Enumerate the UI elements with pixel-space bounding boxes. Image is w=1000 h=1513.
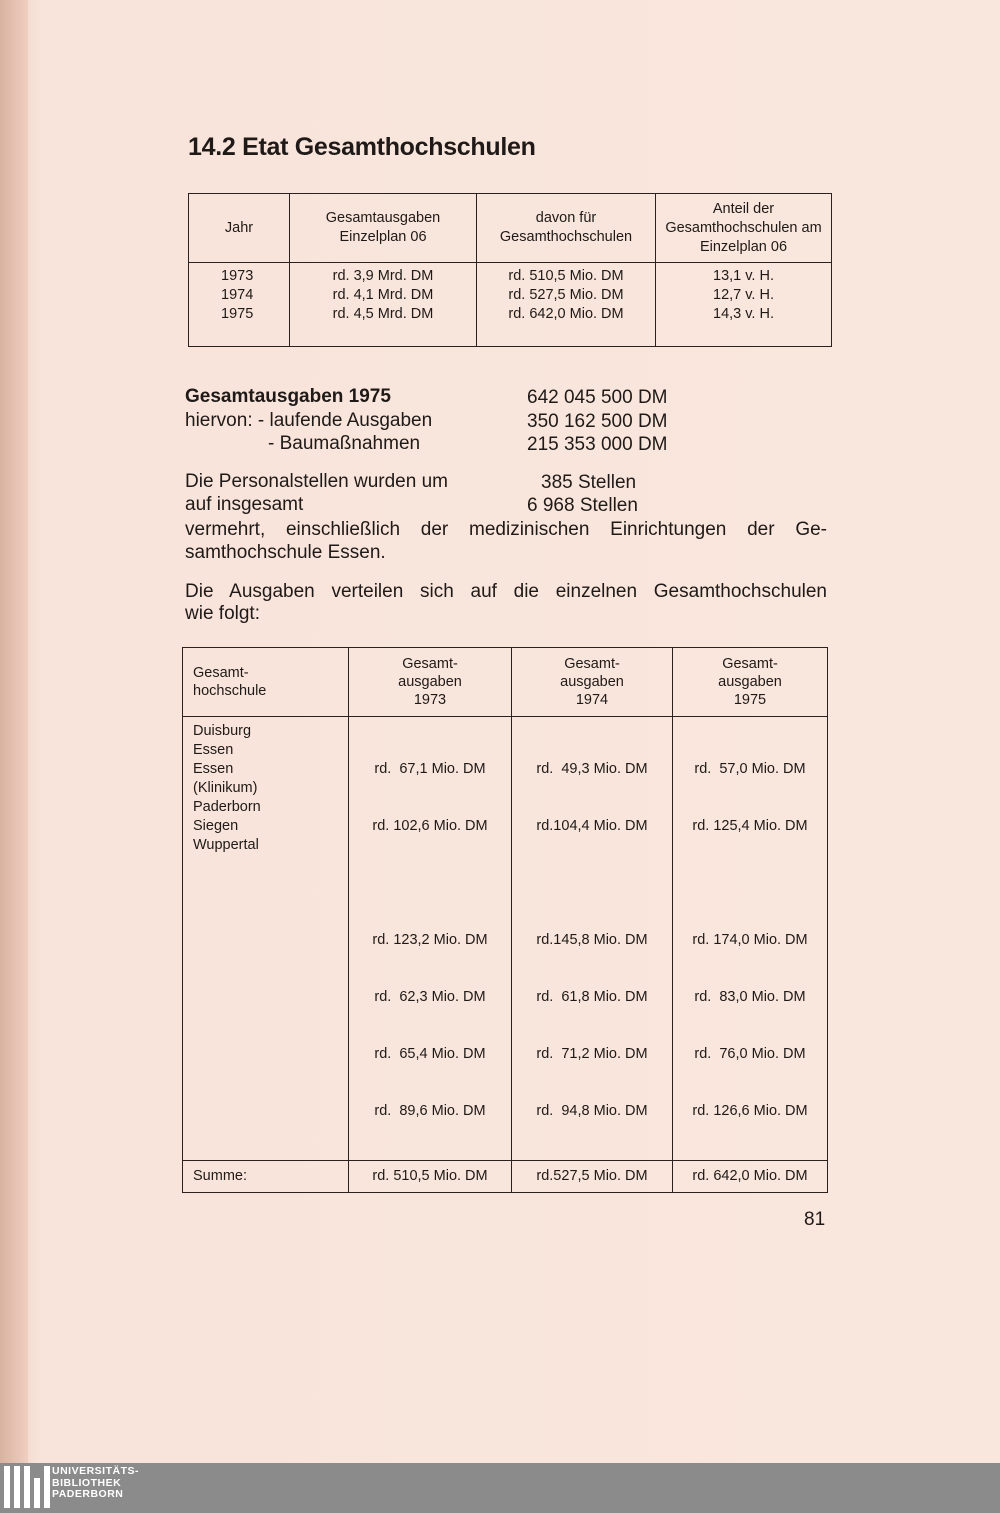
gesamtausgaben-cell (290, 263, 477, 347)
bau-value: 215 353 000 DM (527, 434, 668, 455)
sum-1974: rd.527,5 Mio. DM (512, 1161, 673, 1193)
bau-label: - Baumaßnahmen (268, 433, 421, 454)
library-footer-bar (0, 1463, 1000, 1513)
book-spine-shadow (0, 0, 28, 1463)
school-name: Duisburg (193, 723, 252, 739)
header-line: ausgaben (560, 674, 624, 690)
value-1974: rd.104,4 Mio. DM (536, 818, 648, 834)
year-value: 1975 (221, 306, 254, 322)
header-line: ausgaben (398, 674, 462, 690)
library-logo-text (52, 1466, 139, 1501)
values-1974-cell (512, 717, 673, 1161)
sum-1973: rd. 510,5 Mio. DM (349, 1161, 512, 1193)
value-1975 (674, 874, 826, 893)
header-line: Gesamt- (402, 656, 458, 672)
paragraph-2-line-2: wie folgt: (185, 603, 260, 624)
davon-cell (477, 263, 656, 347)
header-line: ausgaben (718, 674, 782, 690)
distribution-table-body (183, 717, 828, 1161)
values-1975-cell (673, 717, 828, 1161)
section-title: 14.2 Etat Gesamthochschulen (188, 133, 536, 161)
anteil-value: 14,3 v. H. (713, 306, 774, 322)
library-line: PADERBORN (52, 1488, 124, 1500)
value-1975: rd. 174,0 Mio. DM (692, 932, 808, 948)
paragraph-2-line-1: Die Ausgaben verteilen sich auf die einzelnen Gesamthochschulen (185, 581, 827, 602)
year-value: 1974 (221, 287, 254, 303)
header-line: 1973 (413, 692, 447, 708)
header-hochschule-line: Gesamt- (193, 665, 249, 681)
header-line: 1975 (733, 692, 767, 708)
school-name: Essen (193, 761, 234, 777)
sum-row (183, 1161, 828, 1193)
personal-value-2: 6 968 Stellen (527, 495, 638, 516)
anteil-value: 13,1 v. H. (713, 268, 774, 284)
value-1973: rd. 102,6 Mio. DM (372, 818, 488, 834)
personal-line-2: auf insgesamt (185, 494, 304, 515)
personal-line-1: Die Personalstellen wurden um (185, 471, 448, 492)
value-1973: rd. 67,1 Mio. DM (374, 761, 486, 777)
library-line: BIBLIOTHEK (52, 1476, 122, 1489)
header-1974 (512, 648, 673, 717)
logo-bar (44, 1466, 50, 1508)
header-line: Gesamt- (722, 656, 778, 672)
header-gesamtausgaben: Gesamtausgaben Einzelplan 06 (290, 194, 477, 263)
budget-table (188, 193, 832, 347)
value-1974: rd. 71,2 Mio. DM (536, 1046, 648, 1062)
paragraph-1-line-1: vermehrt, einschließlich der medizinischen Einrichtungen der Ge- (185, 519, 827, 540)
school-name: Essen (193, 742, 234, 758)
year-value: 1973 (221, 268, 254, 284)
summary-heading-value: 642 045 500 DM (527, 387, 668, 408)
value-1975: rd. 126,6 Mio. DM (692, 1103, 808, 1119)
value-1974 (513, 874, 671, 893)
hiervon-label: hiervon: - laufende Ausgaben (185, 410, 433, 431)
personal-value-1: 385 Stellen (541, 472, 637, 493)
value-1974: rd. 49,3 Mio. DM (536, 761, 648, 777)
value-1973 (350, 874, 510, 893)
anteil-cell (656, 263, 832, 347)
years-cell (189, 263, 290, 347)
value-1973: rd. 62,3 Mio. DM (374, 989, 486, 1005)
distribution-table (182, 647, 828, 1193)
library-line: UNIVERSITÄTS- (52, 1465, 140, 1477)
gesamtausgaben-value: rd. 4,1 Mrd. DM (332, 287, 434, 303)
laufende-value: 350 162 500 DM (527, 411, 668, 432)
schools-cell (183, 717, 349, 1161)
gesamtausgaben-value: rd. 3,9 Mrd. DM (332, 268, 434, 284)
davon-value: rd. 642,0 Mio. DM (508, 306, 624, 322)
davon-value: rd. 510,5 Mio. DM (508, 268, 624, 284)
value-1975: rd. 57,0 Mio. DM (694, 761, 806, 777)
anteil-value: 12,7 v. H. (713, 287, 774, 303)
value-1973: rd. 65,4 Mio. DM (374, 1046, 486, 1062)
value-1973: rd. 123,2 Mio. DM (372, 932, 488, 948)
library-logo-icon (4, 1466, 50, 1508)
value-1974: rd. 94,8 Mio. DM (536, 1103, 648, 1119)
header-line: Gesamt- (564, 656, 620, 672)
values-1973-cell (349, 717, 512, 1161)
header-1975 (673, 648, 828, 717)
paragraph-1-line-2: samthochschule Essen. (185, 542, 386, 563)
budget-table-header (189, 194, 832, 263)
header-hochschule (183, 648, 349, 717)
header-anteil: Anteil der Gesamthochschulen am Einzelplan 06 (656, 194, 832, 263)
school-name: Wuppertal (193, 837, 259, 853)
school-name: Paderborn (193, 799, 261, 815)
school-name: Siegen (193, 818, 239, 834)
value-1975: rd. 76,0 Mio. DM (694, 1046, 806, 1062)
budget-table-row (189, 263, 832, 347)
davon-value: rd. 527,5 Mio. DM (508, 287, 624, 303)
logo-bar (4, 1466, 10, 1508)
page-number: 81 (804, 1209, 826, 1230)
value-1975: rd. 125,4 Mio. DM (692, 818, 808, 834)
header-davon: davon für Gesamthochschulen (477, 194, 656, 263)
school-name: (Klinikum) (193, 780, 258, 796)
summary-heading: Gesamtausgaben 1975 (185, 386, 391, 407)
logo-bar (34, 1478, 40, 1508)
distribution-table-header (183, 648, 828, 717)
header-line: 1974 (575, 692, 609, 708)
header-hochschule-line: hochschule (193, 683, 267, 699)
header-jahr: Jahr (189, 194, 290, 263)
value-1974: rd. 61,8 Mio. DM (536, 989, 648, 1005)
sum-1975: rd. 642,0 Mio. DM (673, 1161, 828, 1193)
header-1973 (349, 648, 512, 717)
logo-bar (14, 1466, 20, 1508)
value-1973: rd. 89,6 Mio. DM (374, 1103, 486, 1119)
value-1975: rd. 83,0 Mio. DM (694, 989, 806, 1005)
value-1974: rd.145,8 Mio. DM (536, 932, 648, 948)
gesamtausgaben-value: rd. 4,5 Mrd. DM (332, 306, 434, 322)
sum-label: Summe: (183, 1161, 349, 1193)
logo-bar (24, 1466, 30, 1508)
